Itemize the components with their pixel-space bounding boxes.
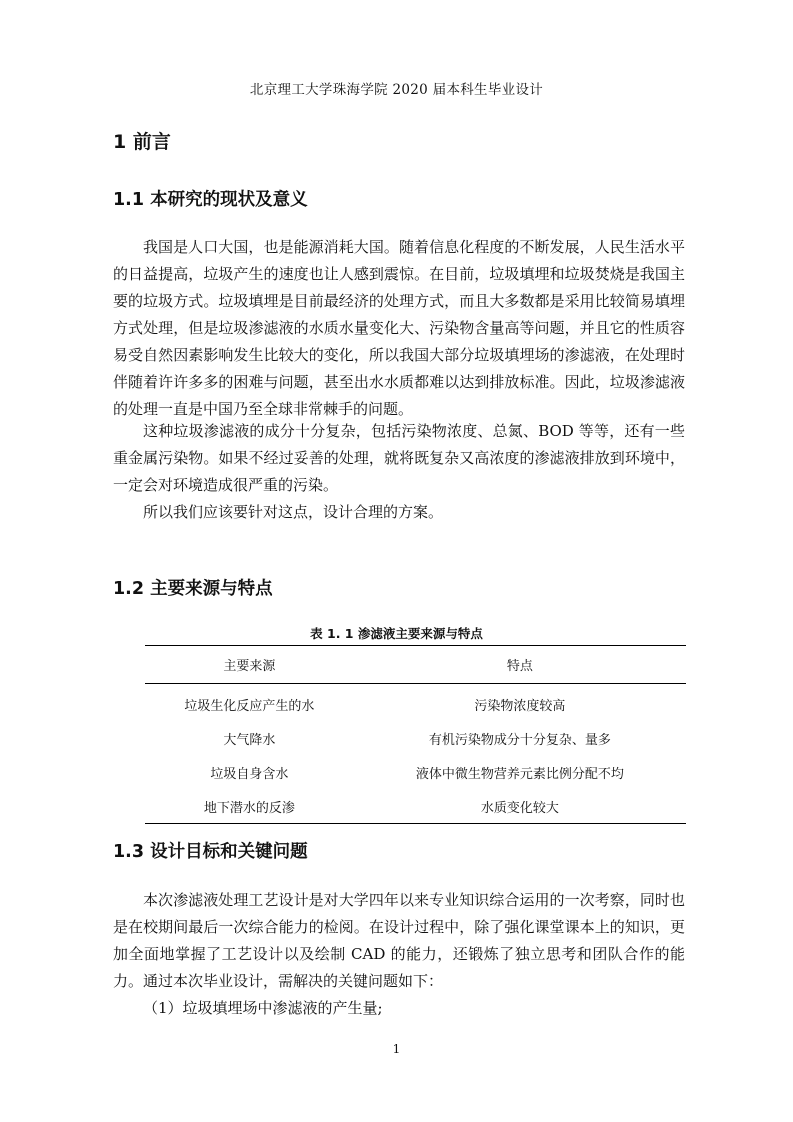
section-1-1-heading: 1.1 本研究的现状及意义	[113, 190, 308, 210]
table-cell-feature: 污染物浓度较高	[474, 698, 566, 714]
section-1-2-heading: 1.2 主要来源与特点	[113, 579, 273, 599]
section-1-3-list-item-1: （1）垃圾填埋场中渗滤液的产生量;	[143, 999, 383, 1017]
section-1-1-paragraph-3: 所以我们应该要针对这点，设计合理的方案。	[143, 503, 444, 521]
table-cell-feature: 有机污染物成分十分复杂、量多	[428, 732, 611, 748]
table-row	[145, 721, 686, 755]
table-row	[145, 789, 686, 824]
section-1-3-paragraph-1: 本次渗滤液处理工艺设计是对大学四年以来专业知识综合运用的一次考察，同时也是在校期间最后一次综合能力的检阅。在设计过程中，除了强化课堂课本上的知识，更加全面地掌握了工艺设计以及绘制 CAD 的能力，还锻炼了独立思考和团队合作的能力。	[113, 891, 685, 990]
section-1-1-paragraph-1: 我国是人口大国，也是能源消耗大国。随着信息化程度的不断发展，人民生活水平的日益提高，垃圾产生的速度也让人感到震惊。在目前，垃圾填埋和垃圾焚烧是我国主要的垃圾方式。垃圾填埋是目前最经济的处理方式，而且大多数都是采用比较简易填埋方式处理，但是垃圾渗滤液的水质水量变化大、污染物含量高等问题，并且它的性质容易受自然因素影响发生比较大的变化，所以我国大部分垃圾填埋场的渗滤液，在处理时伴随着许许多多的困难与问题，甚至出水水质都难以达到排放标准。因此，垃圾渗滤液的处理一直是中国乃至全球非常棘手的问题。	[113, 238, 685, 418]
table-cell-feature: 液体中微生物营养元素比例分配不均	[415, 766, 624, 782]
table-cell-source: 垃圾生化反应产生的水	[184, 698, 315, 714]
sources-table	[145, 645, 686, 824]
table-cell-source: 垃圾自身含水	[210, 766, 289, 782]
table-cell-feature: 水质变化较大	[480, 800, 559, 816]
section-1-heading: 1 前言	[113, 131, 171, 153]
column-header-source: 主要来源	[223, 659, 276, 674]
table-header-row	[145, 646, 686, 684]
table-row	[145, 755, 686, 789]
section-1-3-heading: 1.3 设计目标和关键问题	[113, 842, 308, 862]
table-cell-source: 地下潜水的反渗	[203, 800, 295, 816]
section-1-1-paragraph-2: 这种垃圾渗滤液的成分十分复杂，包括污染物浓度、总氮、BOD 等等，还有一些重金属污染物。如果不经过妥善的处理，就将既复杂又高浓度的渗滤液排放到环境中，一定会对环境造成很严重的污染。	[113, 422, 685, 494]
table-row	[145, 684, 686, 722]
page-header: 北京理工大学珠海学院 2020 届本科生毕业设计	[249, 82, 544, 98]
table-cell-source: 大气降水	[223, 732, 276, 748]
column-header-feature: 特点	[506, 659, 533, 674]
page-number: 1	[392, 1042, 401, 1056]
section-1-3-paragraph-2: 通过本次毕业设计，需解决的关键问题如下：	[143, 972, 444, 990]
table-caption: 表 1. 1 渗滤液主要来源与特点	[310, 626, 483, 641]
